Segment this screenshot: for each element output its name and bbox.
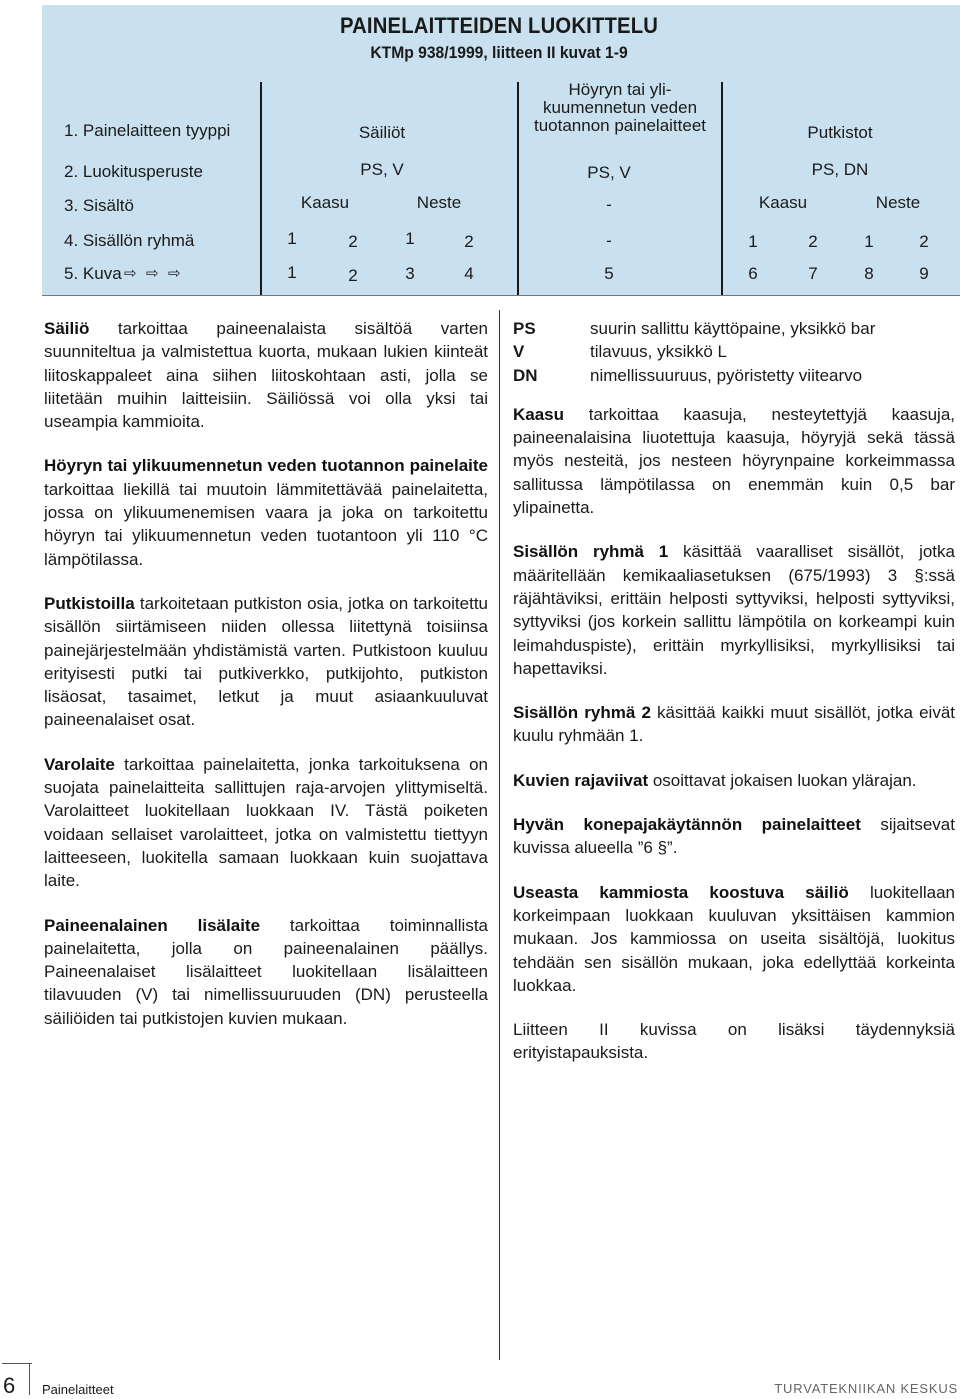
footer-rule-vertical xyxy=(29,1363,30,1395)
row-label-tyyppi: 1. Painelaitteen tyyppi xyxy=(64,121,231,140)
paragraph-kammio xyxy=(513,881,955,997)
peruste-putkistot: PS, DN xyxy=(811,160,869,179)
ryhma-cell: 2 xyxy=(808,232,818,251)
ryhma-cell: 2 xyxy=(919,232,929,251)
sisalto-sailiot-kaasu: Kaasu xyxy=(300,193,350,212)
paragraph-hoyry xyxy=(44,454,488,570)
ryhma-cell: 1 xyxy=(405,229,415,248)
paragraph-lisalaite xyxy=(44,914,488,1030)
term-lisalaite: Paineenalainen lisälaite xyxy=(44,915,261,935)
text-hoyry: tarkoittaa liekillä tai muutoin lämmitettävää painelaitetta, jossa on ylikuumenemisen vaara ja joka on tarkoitettu höyryn tai ylikuumennetun veden tuotantoon yli 110 °C lämpötilassa. xyxy=(44,479,488,569)
kuva-cell: 2 xyxy=(348,266,358,285)
footer-label: Painelaitteet xyxy=(42,1382,114,1397)
ryhma-cell: 2 xyxy=(348,232,358,251)
type-hoyry-line: Höyryn tai yli- xyxy=(568,80,672,99)
abbreviation-row xyxy=(513,364,955,387)
ryhma-cell: 2 xyxy=(464,232,474,251)
divider-putkistot-left xyxy=(721,82,723,295)
paragraph-varolaite xyxy=(44,753,488,893)
row-label-sisalto: 3. Sisältö xyxy=(64,196,134,215)
term-ryhma-2: Sisällön ryhmä 2 xyxy=(513,703,651,723)
table-title: PAINELAITTEIDEN LUOKITTELU xyxy=(339,13,659,38)
term-rajaviivat: Kuvien rajaviivat xyxy=(513,770,649,790)
term-konepaja: Hyvän konepajakäytännön painelaitteet xyxy=(513,815,861,835)
row-label-ryhma: 4. Sisällön ryhmä xyxy=(64,231,195,250)
classification-table xyxy=(42,5,960,296)
kuva-cell: 7 xyxy=(808,264,818,283)
text-lisalaite: tarkoittaa toiminnallista painelaitetta, jolla on paineenalainen päällys. Paineenalaiset lisälaitteet luokitellaan lisälaitteen tilavuuden (V) tai nimellissuuruuden (DN) perusteella säiliöiden tai putkistojen kuvien mukaan. xyxy=(44,915,488,1028)
sisalto-hoyry: - xyxy=(606,195,612,214)
type-sailiot: Säiliöt xyxy=(358,123,406,142)
abbreviation-desc: tilavuus, yksikkö L xyxy=(590,342,727,362)
kuva-cell: 6 xyxy=(748,264,758,283)
text-rajaviivat: osoittavat jokaisen luokan ylärajan. xyxy=(648,770,917,790)
abbreviation-term: DN xyxy=(513,365,538,385)
paragraph-liite xyxy=(513,1018,955,1065)
abbreviation-row xyxy=(513,317,955,340)
arrow-icon: ⇨ xyxy=(146,265,159,282)
type-hoyry-line: kuumennetun veden xyxy=(542,98,698,117)
paragraph-putkistot xyxy=(44,592,488,732)
text-kammio: luokitellaan korkeimpaan luokkaan kuuluvan yksittäisen kammion mukaan. Jos kammiossa on useita sisältöjä, luokitus tehdään sen sisällön mukaan, joka edellyttää korkeinta luokkaa. xyxy=(513,882,956,995)
term-hoyry: Höyryn tai ylikuumennetun veden tuotannon painelaite xyxy=(44,456,488,476)
paragraph-konepaja xyxy=(513,813,955,860)
ryhma-cell: 1 xyxy=(287,229,297,248)
column-divider xyxy=(499,310,500,1360)
paragraph-sailio xyxy=(44,317,488,433)
ryhma-cell: 1 xyxy=(864,232,874,251)
sisalto-putkistot-neste: Neste xyxy=(875,193,921,212)
ryhma-cell: - xyxy=(606,231,612,250)
term-sailio: Säiliö xyxy=(44,319,90,338)
sisalto-putkistot-kaasu: Kaasu xyxy=(758,193,808,212)
type-putkistot: Putkistot xyxy=(807,123,873,142)
row-label-peruste: 2. Luokitusperuste xyxy=(64,162,203,181)
kuva-cell: 4 xyxy=(464,264,474,283)
divider-sailiot-left xyxy=(260,82,262,295)
text-varolaite: tarkoittaa painelaitetta, jonka tarkoituksena on suojata painelaitteita sallittujen raja-arvojen ylittymiseltä. Varolaitteet luokitellaan luokkaan IV. Tästä poiketen voidaan sellaiset varolaitteet, jotka on valmistettu tiettyyn laitteeseen, luokitella samaan luokkaan kuin suojattava laite. xyxy=(44,754,488,891)
kuva-cell: 3 xyxy=(405,264,415,283)
footer-rule xyxy=(2,1363,32,1364)
text-sailio: tarkoittaa paineenalaista sisältöä varten suunniteltua ja valmistettua kuorta, mukaan lukien kiinteät liitoskappaleet aina siihen liitoskohtaan asti, jolla se liitetään muihin laitteisiin. Säiliössä voi olla yksi tai useampia kammioita. xyxy=(44,319,488,432)
kuva-cell: 5 xyxy=(604,264,614,283)
text-liite: Liitteen II kuvissa on lisäksi täydennyksiä erityistapauksista. xyxy=(513,1020,955,1063)
text-konepaja: sijaitsevat kuvissa alueella ”6 §”. xyxy=(513,815,955,858)
paragraph-ryhma-2 xyxy=(513,701,955,748)
abbreviation-list xyxy=(513,317,955,387)
abbreviation-desc: nimellissuuruus, pyöristetty viitearvo xyxy=(590,365,863,385)
sisalto-sailiot-neste: Neste xyxy=(416,193,462,212)
paragraph-kaasu xyxy=(513,403,955,519)
abbreviation-term: V xyxy=(513,342,525,362)
type-hoyry xyxy=(534,81,706,135)
term-kaasu: Kaasu xyxy=(513,404,565,424)
kuva-cell: 9 xyxy=(919,264,929,283)
table-subtitle: KTMp 938/1999, liitteen II kuvat 1-9 xyxy=(370,43,628,62)
term-kammio: Useasta kammiosta koostuva säiliö xyxy=(513,882,849,902)
arrow-icon: ⇨ xyxy=(124,265,137,282)
text-putkistot: tarkoitetaan putkiston osia, jotka on tarkoitettu sisällön siirtämiseen niiden ollessa liitettynä toisiinsa painejärjestelmään yhdistämistä varten. Putkistoon kuuluu erityisesti putki tai putkiverkko, putkijohto, putkiston lisäosat, tasaimet, letkut ja muut asiaankuuluvat paineenalaiset osat. xyxy=(44,593,488,730)
arrow-icon: ⇨ xyxy=(168,265,181,282)
abbreviation-row xyxy=(513,340,955,363)
abbreviation-desc: suurin sallittu käyttöpaine, yksikkö bar xyxy=(590,319,876,338)
page-number: 6 xyxy=(3,1373,16,1398)
divider-hoyry-left xyxy=(517,82,519,295)
ryhma-cell: 1 xyxy=(748,232,758,251)
text-ryhma-1: käsittää vaaralliset sisällöt, jotka määritellään kemikaaliasetuksen (675/1993) 3 §:ssä räjähtäviksi, erittäin helposti syttyviksi, helposti syttyviksi, syttyviksi (jos korkein sallittu lämpötila on korkeampi kuin leimahduspiste), erittäin myrkyllisiksi, myrkyllisiksi tai hapettaviksi. xyxy=(513,542,955,678)
text-kaasu: tarkoittaa kaasuja, nesteytettyjä kaasuja, paineenalaisina liuotettuja kaasuja, höyryjä sekä tässä myös nesteitä, jos nesteen höyrynpaine korkeimmassa sallitussa lämpötilassa on enemmän kuin 0,5 bar ylipainetta. xyxy=(513,404,955,518)
text-ryhma-2: käsittää kaikki muut sisällöt, jotka eivät kuulu ryhmään 1. xyxy=(513,703,955,746)
term-varolaite: Varolaite xyxy=(44,754,115,774)
kuva-cell: 8 xyxy=(864,264,874,283)
row-label-kuva: 5. Kuva xyxy=(64,264,122,283)
abbreviation-term: PS xyxy=(513,319,536,338)
term-putkistot: Putkistoilla xyxy=(44,593,135,613)
footer-brand: TURVATEKNIIKAN KESKUS xyxy=(774,1381,958,1396)
term-ryhma-1: Sisällön ryhmä 1 xyxy=(513,542,669,562)
type-hoyry-line: tuotannon painelaitteet xyxy=(533,116,707,135)
kuva-cell: 1 xyxy=(287,263,297,282)
paragraph-rajaviivat xyxy=(513,769,955,792)
peruste-hoyry: PS, V xyxy=(587,163,631,182)
left-column xyxy=(44,317,488,1051)
peruste-sailiot: PS, V xyxy=(360,160,404,179)
right-column xyxy=(513,317,955,1086)
paragraph-ryhma-1 xyxy=(513,540,955,680)
